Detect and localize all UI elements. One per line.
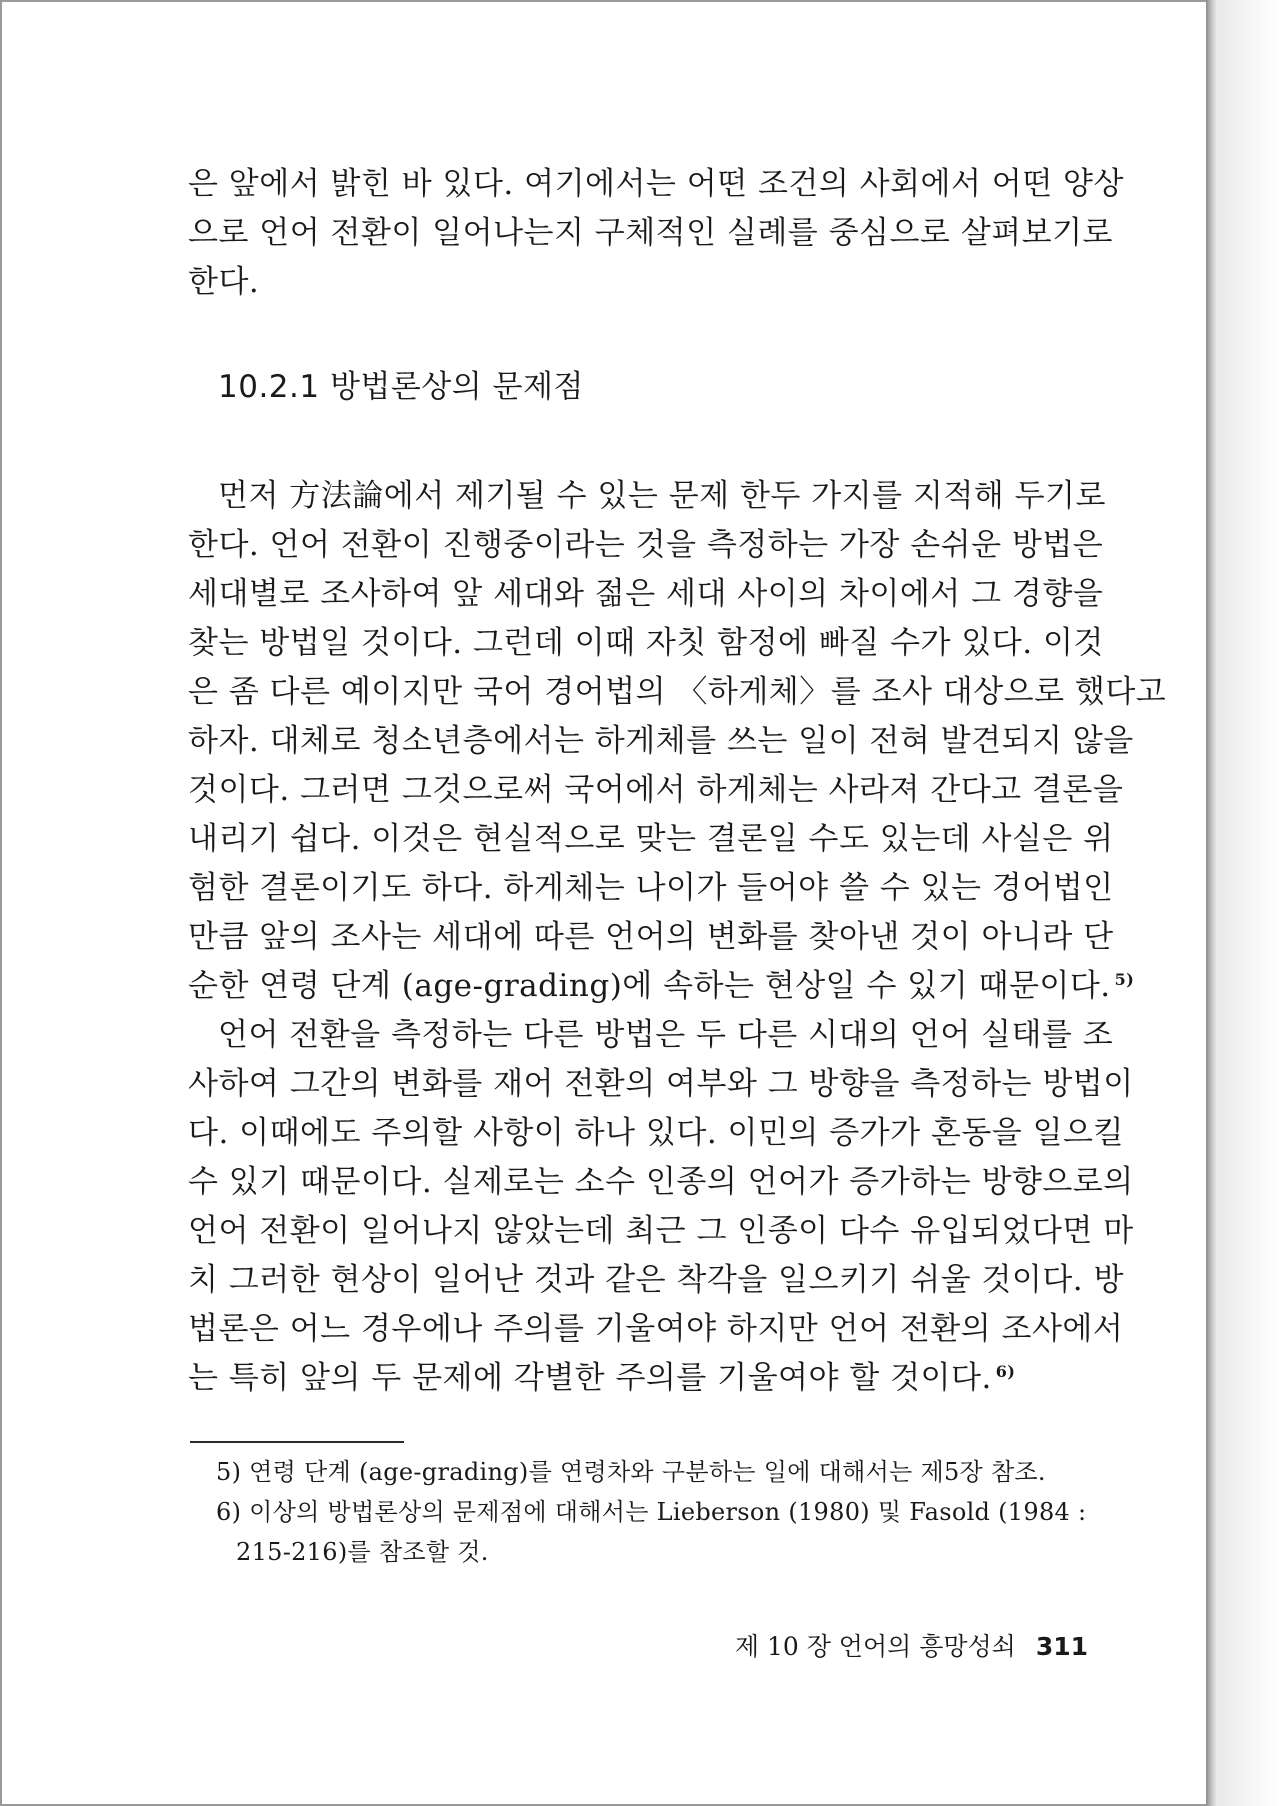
text-line-content: 순한 연령 단계 (age-grading)에 속하는 현상일 수 있기 때문이다. xyxy=(188,968,1111,1004)
text-line: 법론은 어느 경우에나 주의를 기울여야 하지만 언어 전환의 조사에서 xyxy=(188,1311,1124,1347)
text-line: 찾는 방법일 것이다. 그런데 이때 자칫 함정에 빠질 수가 있다. 이것 xyxy=(188,625,1104,661)
text-line: 하자. 대체로 청소년층에서는 하게체를 쓰는 일이 전혀 발견되지 않을 xyxy=(188,723,1134,759)
section-heading: 10.2.1 방법론상의 문제점 xyxy=(218,369,584,405)
page-number: 311 xyxy=(1035,1632,1088,1661)
footnotes xyxy=(216,1452,1088,1572)
chapter-title: 제 10 장 언어의 흥망성쇠 xyxy=(734,1632,1016,1661)
text-line: 으로 언어 전환이 일어나는지 구체적인 실례를 중심으로 살펴보기로 xyxy=(188,215,1113,251)
text-line: 은 앞에서 밝힌 바 있다. 여기에서는 어떤 조건의 사회에서 어떤 양상 xyxy=(188,166,1124,202)
text-line xyxy=(188,1354,1088,1403)
footnote-marker-6: 6) xyxy=(995,1361,1016,1381)
text-line: 치 그러한 현상이 일어난 것과 같은 착각을 일으키기 쉬울 것이다. 방 xyxy=(188,1262,1124,1298)
text-line: 것이다. 그러면 그것으로써 국어에서 하게체는 사라져 간다고 결론을 xyxy=(188,772,1124,808)
footnote-5: 5) 연령 단계 (age-grading)를 연령차와 구분하는 일에 대해서는 제5장 참조. xyxy=(216,1458,1046,1486)
text-line: 은 좀 다른 예이지만 국어 경어법의 〈하게체〉를 조사 대상으로 했다고 xyxy=(188,674,1167,710)
text-line: 사하여 그간의 변화를 재어 전환의 여부와 그 방향을 측정하는 방법이 xyxy=(188,1066,1134,1102)
text-line: 내리기 쉽다. 이것은 현실적으로 맞는 결론일 수도 있는데 사실은 위 xyxy=(188,821,1114,857)
text-line: 다. 이때에도 주의할 사항이 하나 있다. 이민의 증가가 혼동을 일으킬 xyxy=(188,1115,1124,1151)
page-shadow xyxy=(1218,0,1282,1806)
page-edge-curl xyxy=(1206,0,1218,1806)
text-line: 한다. 언어 전환이 진행중이라는 것을 측정하는 가장 손쉬운 방법은 xyxy=(188,527,1104,563)
body-text xyxy=(188,472,1167,1403)
text-line: 세대별로 조사하여 앞 세대와 젊은 세대 사이의 차이에서 그 경향을 xyxy=(188,576,1104,612)
footnote-6-continued: 215-216)를 참조할 것. xyxy=(236,1538,489,1566)
text-line: 언어 전환이 일어나지 않았는데 최근 그 인종이 다수 유입되었다면 마 xyxy=(188,1213,1134,1249)
text-line-content: 는 특히 앞의 두 문제에 각별한 주의를 기울여야 할 것이다. xyxy=(188,1360,992,1396)
intro-paragraph xyxy=(188,160,1124,307)
text-line: 먼저 方法論에서 제기될 수 있는 문제 한두 가지를 지적해 두기로 xyxy=(218,478,1106,514)
text-line: 한다. xyxy=(188,264,260,300)
footnote-6: 6) 이상의 방법론상의 문제점에 대해서는 Lieberson (1980) 및 Fasold (1984 : xyxy=(216,1498,1087,1526)
running-footer xyxy=(700,1627,1088,1667)
footnote-divider xyxy=(190,1441,404,1443)
footnote-marker-5: 5) xyxy=(1114,969,1135,989)
text-line: 언어 전환을 측정하는 다른 방법은 두 다른 시대의 언어 실태를 조 xyxy=(218,1017,1114,1053)
text-line: 수 있기 때문이다. 실제로는 소수 인종의 언어가 증가하는 방향으로의 xyxy=(188,1164,1134,1200)
text-line: 험한 결론이기도 하다. 하게체는 나이가 들어야 쓸 수 있는 경어법인 xyxy=(188,870,1114,906)
text-line xyxy=(188,962,1135,1011)
text-line: 만큼 앞의 조사는 세대에 따른 언어의 변화를 찾아낸 것이 아니라 단 xyxy=(188,919,1114,955)
